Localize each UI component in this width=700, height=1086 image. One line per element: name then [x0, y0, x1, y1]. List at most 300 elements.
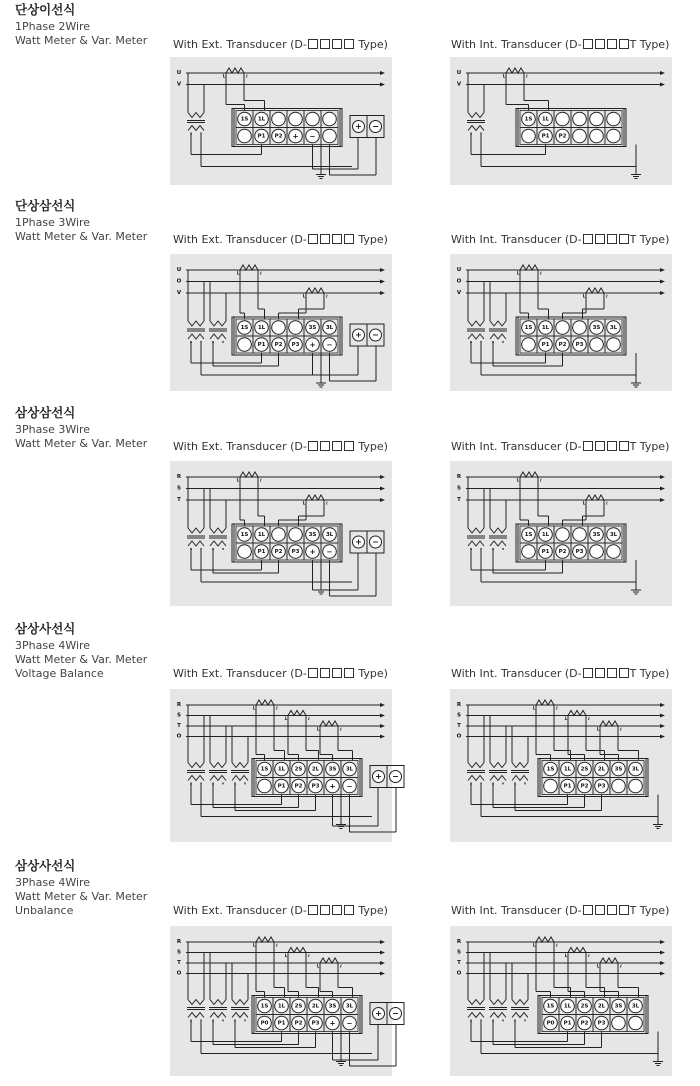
terminal-u-label: u	[469, 781, 473, 786]
secondary-winding	[468, 126, 484, 131]
meter-terminal-label: −	[392, 772, 399, 781]
terminal-screw-icon	[272, 528, 286, 542]
terminal-label: P3	[597, 1020, 606, 1027]
terminal-label: P1	[541, 548, 550, 555]
terminal-screw-icon	[590, 112, 604, 126]
model-code-box-icon	[607, 441, 617, 451]
model-code-box-icon	[344, 441, 354, 451]
bus-arrow-icon	[660, 951, 665, 955]
terminal-label: P1	[541, 341, 550, 348]
coil-zigzag	[568, 948, 586, 953]
coil-label-l: L	[252, 942, 256, 948]
terminal-screw-icon	[289, 321, 303, 335]
int-transducer-caption	[451, 38, 669, 52]
meter-terminal-label: −	[372, 537, 379, 547]
bus-arrow-icon	[660, 83, 665, 87]
model-code-box-icon	[583, 905, 593, 915]
ext-transducer-caption	[173, 38, 388, 52]
section-labels	[15, 405, 175, 451]
coil-zigzag	[306, 495, 324, 500]
bus-arrow-icon	[660, 714, 665, 718]
bus-arrow-icon	[380, 940, 385, 944]
terminal-label: P3	[575, 341, 584, 348]
primary-winding	[468, 1000, 484, 1005]
terminal-label: 1L	[257, 324, 266, 331]
coil-zigzag	[600, 958, 618, 963]
caption-suffix: T Type)	[629, 38, 670, 51]
phase-label: T	[177, 723, 181, 729]
phase-label: R	[176, 939, 182, 945]
terminal-v-label: v	[221, 340, 225, 344]
int-transducer-wiring-diagram	[450, 254, 672, 391]
primary-winding	[490, 321, 506, 326]
terminal-label: P2	[294, 783, 303, 790]
phase-label: T	[457, 723, 461, 729]
primary-winding	[210, 528, 226, 533]
terminal-label: P2	[558, 548, 567, 555]
phase-label: U	[176, 70, 182, 76]
bus-arrow-icon	[660, 961, 665, 965]
coil-label-l-small: ℓ	[620, 963, 622, 969]
model-code-box-icon	[320, 668, 330, 678]
phase-label: S	[457, 949, 461, 956]
model-code-box-icon	[595, 234, 605, 244]
wiring-svg	[170, 57, 392, 185]
phase-label: O	[456, 278, 462, 285]
model-code-box-icon	[619, 905, 629, 915]
coil-zigzag	[240, 472, 258, 477]
model-code-box-icon	[344, 234, 354, 244]
caption-prefix: With Ext. Transducer (D-	[173, 904, 307, 917]
primary-winding	[210, 321, 226, 326]
caption-suffix: Type)	[354, 38, 388, 51]
terminal-label: −	[346, 1019, 353, 1028]
coil-zigzag	[536, 937, 554, 942]
caption-suffix: Type)	[354, 440, 388, 453]
coil-label-l: L	[582, 500, 586, 506]
terminal-u-label: u	[211, 340, 215, 344]
bus-arrow-icon	[380, 961, 385, 965]
section-labels	[15, 198, 175, 244]
bus-arrow-icon	[660, 280, 665, 284]
terminal-v-label: v	[243, 1018, 247, 1023]
terminal-u-label: u	[189, 340, 193, 344]
ext-transducer-caption	[173, 904, 388, 918]
terminal-screw-icon	[258, 779, 272, 793]
phase-label: R	[456, 474, 462, 480]
terminal-label: 1S	[260, 1003, 269, 1010]
bus-arrow-icon	[660, 487, 665, 491]
secondary-winding	[210, 334, 226, 339]
terminal-label: P3	[291, 548, 300, 555]
terminal-label: 1S	[240, 116, 249, 123]
terminal-u-label: u	[211, 547, 215, 551]
bus-arrow-icon	[660, 735, 665, 739]
caption-prefix: With Int. Transducer (D-	[451, 38, 582, 51]
terminal-u-label: u	[189, 1018, 193, 1023]
terminal-label: P3	[311, 783, 320, 790]
terminal-label: P0	[260, 1020, 269, 1027]
wiring-svg	[450, 689, 672, 842]
secondary-winding	[468, 1013, 484, 1018]
model-code-box-icon	[308, 441, 318, 451]
terminal-label: 3S	[328, 1003, 337, 1010]
caption-suffix: T Type)	[629, 440, 670, 453]
phase-label: S	[177, 712, 181, 719]
section-title: 단상이선식	[15, 2, 76, 17]
phase-label: T	[177, 960, 181, 966]
bus-arrow-icon	[380, 83, 385, 87]
primary-winding	[490, 528, 506, 533]
terminal-screw-icon	[573, 528, 587, 542]
phase-label: V	[456, 81, 462, 88]
primary-winding	[210, 1000, 226, 1005]
terminal-label: P3	[291, 341, 300, 348]
pt-transformer-icon	[511, 1000, 529, 1023]
terminal-label: P1	[563, 783, 572, 790]
primary-winding	[512, 763, 528, 768]
secondary-winding	[468, 776, 484, 781]
model-code-box-icon	[320, 441, 330, 451]
caption-prefix: With Ext. Transducer (D-	[173, 667, 307, 680]
coil-label-l: L	[596, 963, 600, 969]
section-subtitle: Watt Meter & Var. Meter	[15, 437, 148, 450]
coil-label-l: L	[564, 716, 568, 721]
terminal-v-label: v	[221, 1018, 225, 1023]
terminal-label: 1L	[541, 116, 550, 123]
terminal-v-label: v	[221, 781, 225, 786]
section-title: 삼상삼선식	[15, 405, 76, 420]
coil-label-l: L	[302, 293, 306, 299]
model-code-box-icon	[619, 668, 629, 678]
int-transducer-caption	[451, 440, 669, 454]
phase-label: T	[457, 960, 461, 966]
terminal-screw-icon	[238, 129, 252, 143]
terminal-label: P2	[580, 1020, 589, 1027]
terminal-label: +	[329, 782, 336, 791]
bus-arrow-icon	[660, 498, 665, 502]
ground-icon	[336, 1058, 346, 1066]
wiring-svg	[170, 461, 392, 606]
terminal-label: 2S	[580, 766, 589, 773]
terminal-label: P2	[558, 341, 567, 348]
section-subtitle: Voltage Balance	[15, 667, 104, 680]
terminal-label: 1L	[541, 531, 550, 538]
caption-prefix: With Ext. Transducer (D-	[173, 440, 307, 453]
phase-label: T	[457, 497, 461, 503]
terminal-label: 3L	[345, 1003, 354, 1010]
terminal-v-label: v	[523, 1018, 527, 1023]
primary-winding	[210, 763, 226, 768]
ext-transducer-wiring-diagram	[170, 689, 399, 842]
terminal-screw-icon	[522, 338, 536, 352]
meter-terminal-label: −	[392, 1009, 399, 1018]
terminal-label: P1	[563, 1020, 572, 1027]
secondary-winding	[188, 1013, 204, 1018]
terminal-v-label: v	[501, 781, 505, 786]
wiring-svg	[170, 926, 399, 1076]
coil-label-l-small: ℓ	[326, 500, 328, 506]
wiring-svg	[450, 461, 672, 606]
section-labels	[15, 2, 175, 48]
section-labels	[15, 858, 175, 918]
model-code-box-icon	[332, 234, 342, 244]
terminal-label: 3S	[592, 324, 601, 331]
terminal-label: P1	[257, 341, 266, 348]
coil-label-l-small: ℓ	[606, 500, 608, 506]
terminal-screw-icon	[544, 779, 558, 793]
terminal-label: 3S	[328, 766, 337, 773]
terminal-v-label: v	[199, 781, 203, 786]
primary-winding	[188, 528, 204, 533]
coil-label-l-small: ℓ	[276, 705, 278, 711]
terminal-u-label: u	[469, 131, 473, 136]
section-subtitle: Watt Meter & Var. Meter	[15, 890, 148, 903]
terminal-label: 1S	[546, 1003, 555, 1010]
terminal-label: 3L	[325, 324, 334, 331]
terminal-screw-icon	[573, 129, 587, 143]
coil-zigzag	[288, 948, 306, 953]
ground-icon	[631, 379, 641, 387]
terminal-screw-icon	[323, 129, 337, 143]
pt-transformer-icon	[187, 113, 205, 136]
terminal-screw-icon	[573, 112, 587, 126]
terminal-screw-icon	[607, 129, 621, 143]
bus-arrow-icon	[380, 498, 385, 502]
model-code-box-icon	[344, 668, 354, 678]
terminal-label: 1S	[524, 531, 533, 538]
coil-label-l: L	[516, 477, 520, 483]
terminal-screw-icon	[556, 112, 570, 126]
coil-zigzag	[600, 721, 618, 726]
model-code-box-icon	[308, 234, 318, 244]
phase-label: S	[177, 485, 181, 492]
terminal-label: 2L	[597, 1003, 606, 1010]
model-code-box-icon	[320, 234, 330, 244]
model-code-box-icon	[308, 39, 318, 49]
terminal-u-label: u	[491, 340, 495, 344]
terminal-screw-icon	[289, 112, 303, 126]
ground-icon	[316, 171, 326, 179]
pt-transformer-icon	[187, 1000, 205, 1023]
model-code-box-icon	[595, 668, 605, 678]
terminal-label: P3	[575, 548, 584, 555]
model-code-box-icon	[607, 668, 617, 678]
terminal-label: 1L	[277, 1003, 286, 1010]
coil-label-l-small: ℓ	[540, 270, 542, 276]
terminal-label: P0	[546, 1020, 555, 1027]
terminal-label: 1L	[563, 1003, 572, 1010]
primary-winding	[490, 763, 506, 768]
terminal-label: 3S	[614, 766, 623, 773]
terminal-screw-icon	[323, 112, 337, 126]
phase-label: S	[177, 949, 181, 956]
model-code-box-icon	[332, 905, 342, 915]
model-code-box-icon	[595, 441, 605, 451]
bus-arrow-icon	[380, 71, 385, 75]
bus-arrow-icon	[380, 280, 385, 284]
terminal-label: P3	[311, 1020, 320, 1027]
phase-label: S	[457, 485, 461, 492]
caption-prefix: With Ext. Transducer (D-	[173, 38, 307, 51]
section-title: 단상삼선식	[15, 198, 76, 213]
phase-label: U	[456, 267, 462, 273]
terminal-label: P3	[597, 783, 606, 790]
primary-winding	[188, 1000, 204, 1005]
terminal-screw-icon	[590, 129, 604, 143]
pt-transformer-icon	[467, 528, 485, 551]
terminal-label: P2	[294, 1020, 303, 1027]
coil-zigzag	[568, 711, 586, 716]
secondary-winding	[490, 541, 506, 546]
terminal-label: −	[326, 340, 333, 349]
secondary-winding	[188, 776, 204, 781]
int-transducer-wiring-diagram	[450, 689, 672, 842]
section-subtitle: 1Phase 3Wire	[15, 216, 91, 229]
bus-arrow-icon	[380, 724, 385, 728]
model-code-box-icon	[607, 234, 617, 244]
coil-label-l-small: ℓ	[588, 953, 590, 958]
coil-zigzag	[256, 700, 274, 705]
secondary-winding	[210, 541, 226, 546]
pt-transformer-icon	[489, 528, 507, 551]
caption-suffix: Type)	[354, 233, 388, 246]
pt-transformer-icon	[467, 763, 485, 786]
meter-terminal-label: +	[355, 537, 362, 547]
primary-winding	[490, 1000, 506, 1005]
int-transducer-wiring-diagram	[450, 926, 672, 1076]
phase-label: V	[176, 81, 182, 88]
ground-icon	[316, 379, 326, 387]
section-subtitle: Watt Meter & Var. Meter	[15, 653, 148, 666]
ground-icon	[631, 171, 641, 179]
terminal-label: 1L	[563, 766, 572, 773]
model-code-box-icon	[619, 234, 629, 244]
phase-label: U	[456, 70, 462, 76]
terminal-label: P2	[558, 133, 567, 140]
phase-label: O	[456, 733, 462, 740]
terminal-label: −	[346, 782, 353, 791]
terminal-u-label: u	[211, 1018, 215, 1023]
coil-label-l-small: ℓ	[308, 953, 310, 958]
terminal-v-label: v	[199, 340, 203, 344]
pt-transformer-icon	[489, 1000, 507, 1023]
terminal-label: 3L	[631, 1003, 640, 1010]
coil-label-l-small: ℓ	[326, 293, 328, 299]
coil-label-l: L	[596, 726, 600, 732]
terminal-label: 3L	[345, 766, 354, 773]
coil-zigzag	[536, 700, 554, 705]
bus-arrow-icon	[380, 703, 385, 707]
caption-suffix: Type)	[354, 667, 388, 680]
int-transducer-wiring-diagram	[450, 461, 672, 606]
pt-transformer-icon	[489, 763, 507, 786]
terminal-label: −	[326, 547, 333, 556]
terminal-u-label: u	[469, 547, 473, 551]
secondary-winding	[210, 1013, 226, 1018]
terminal-screw-icon	[607, 338, 621, 352]
bus-arrow-icon	[660, 972, 665, 976]
bus-arrow-icon	[380, 714, 385, 718]
terminal-screw-icon	[607, 545, 621, 559]
terminal-label: P1	[257, 548, 266, 555]
meter-terminal-label: +	[375, 1009, 382, 1018]
terminal-label: P2	[274, 548, 283, 555]
terminal-label: 3L	[609, 324, 618, 331]
model-code-box-icon	[619, 441, 629, 451]
bus-arrow-icon	[380, 268, 385, 272]
phase-label: V	[176, 290, 182, 296]
terminal-v-label: v	[221, 547, 225, 551]
int-transducer-wiring-diagram	[450, 57, 672, 185]
secondary-winding	[210, 776, 226, 781]
pt-transformer-icon	[209, 1000, 227, 1023]
model-code-box-icon	[619, 39, 629, 49]
coil-label-l-small: ℓ	[526, 73, 528, 79]
caption-prefix: With Int. Transducer (D-	[451, 667, 582, 680]
pt-transformer-icon	[467, 321, 485, 344]
coil-zigzag	[226, 68, 244, 73]
coil-label-l-small: ℓ	[540, 477, 542, 483]
phase-label: O	[176, 970, 182, 977]
terminal-v-label: v	[501, 1018, 505, 1023]
coil-label-l: L	[252, 705, 256, 711]
section-subtitle: 1Phase 2Wire	[15, 20, 91, 33]
phase-label: T	[177, 497, 181, 503]
phase-label: S	[457, 712, 461, 719]
terminal-screw-icon	[289, 528, 303, 542]
coil-label-l-small: ℓ	[556, 942, 558, 948]
primary-winding	[188, 321, 204, 326]
secondary-winding	[490, 776, 506, 781]
int-transducer-caption	[451, 233, 669, 247]
section-title: 삼상사선식	[15, 858, 76, 873]
terminal-label: −	[309, 132, 316, 141]
section-labels	[15, 621, 175, 681]
ext-transducer-wiring-diagram	[170, 926, 399, 1076]
terminal-v-label: v	[479, 547, 483, 551]
secondary-winding	[512, 776, 528, 781]
terminal-label: 2S	[294, 766, 303, 773]
coil-label-l-small: ℓ	[340, 963, 342, 969]
secondary-winding	[512, 1013, 528, 1018]
bus-arrow-icon	[660, 268, 665, 272]
terminal-v-label: v	[501, 547, 505, 551]
secondary-winding	[232, 1013, 248, 1018]
pt-transformer-icon	[231, 1000, 249, 1023]
primary-winding	[232, 763, 248, 768]
terminal-label: +	[329, 1019, 336, 1028]
secondary-winding	[188, 541, 204, 546]
terminal-label: +	[309, 340, 316, 349]
secondary-winding	[188, 334, 204, 339]
terminal-label: +	[292, 132, 299, 141]
terminal-u-label: u	[491, 1018, 495, 1023]
terminal-v-label: v	[199, 131, 203, 136]
terminal-label: 3L	[631, 766, 640, 773]
section-subtitle: Unbalance	[15, 904, 74, 917]
terminal-label: 1L	[257, 531, 266, 538]
model-code-box-icon	[332, 668, 342, 678]
terminal-u-label: u	[469, 340, 473, 344]
secondary-winding	[232, 776, 248, 781]
coil-zigzag	[320, 958, 338, 963]
bus-arrow-icon	[660, 940, 665, 944]
bus-arrow-icon	[660, 475, 665, 479]
section-subtitle: 3Phase 4Wire	[15, 876, 91, 889]
wiring-svg	[170, 689, 399, 842]
coil-zigzag	[240, 265, 258, 270]
